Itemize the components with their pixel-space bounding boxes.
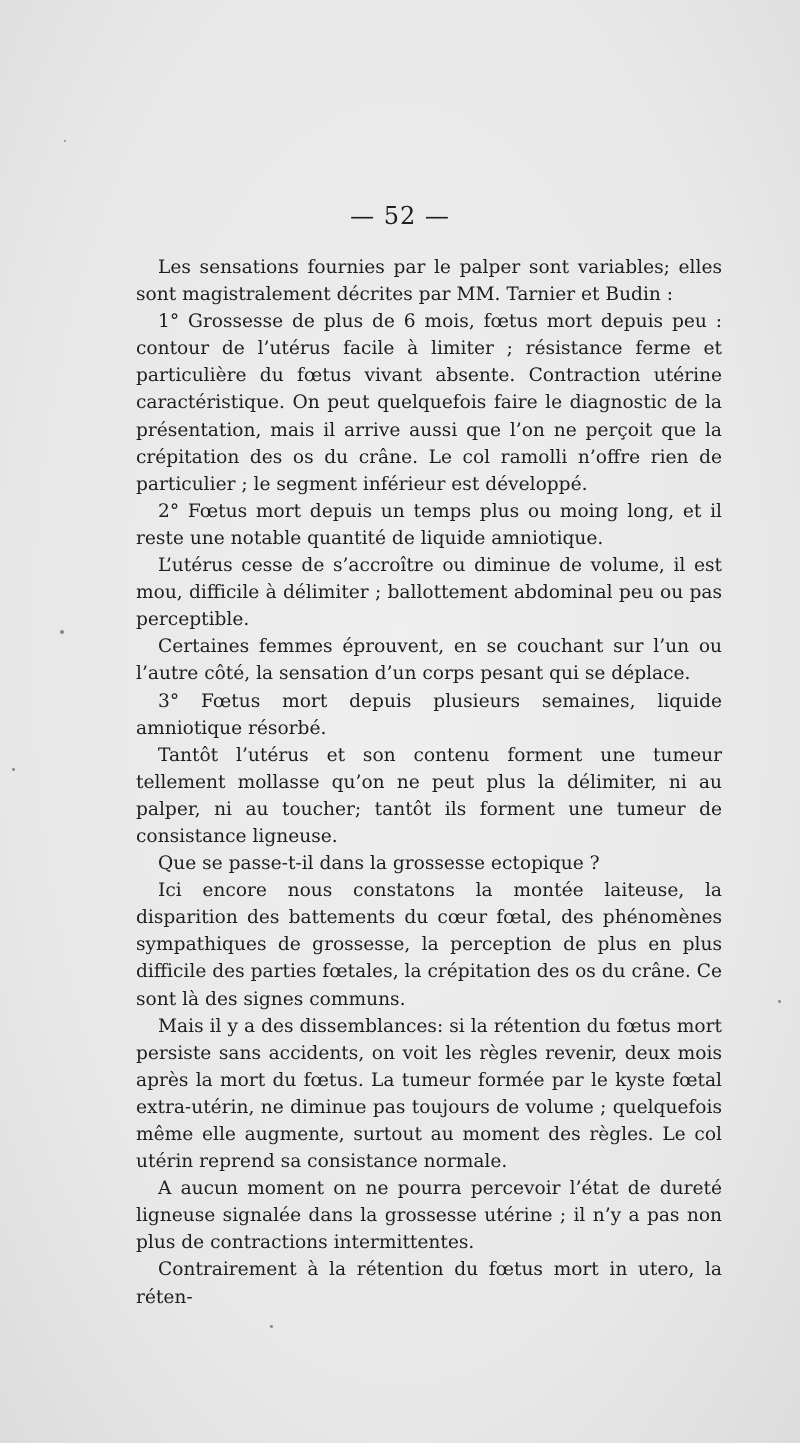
paper-speck xyxy=(60,630,64,634)
paragraph: 2° Fœtus mort depuis un temps plus ou moing long, et il reste une notable quantité de liquide amniotique. xyxy=(136,500,722,549)
paragraph: Les sensations fournies par le palper sont variables; elles sont magistralement décrites par MM. Tarnier et Budin : xyxy=(136,257,722,306)
paragraph: L’utérus cesse de s’accroître ou diminue de volume, il est mou, difficile à délimiter ; ballottement abdominal peu ou pas perceptible. xyxy=(136,555,722,631)
paragraph: Certaines femmes éprouvent, en se couchant sur l’un ou l’autre côté, la sensation d’un corps pesant qui se déplace. xyxy=(136,636,722,685)
paragraph: Ici encore nous constatons la montée laiteuse, la disparition des battements du cœur fœtal, des phénomènes sympathiques de grossesse, la perception de plus en plus difficile des parties fœtales, la crépitation des os du crâne. Ce sont là des signes communs. xyxy=(136,880,722,1010)
paragraph: 3° Fœtus mort depuis plusieurs semaines, liquide amniotique résorbé. xyxy=(136,690,722,739)
paragraph: Mais il y a des dissemblances: si la rétention du fœtus mort persiste sans accidents, on voit les règles revenir, deux mois après la mort du fœtus. La tumeur formée par le kyste fœtal extra-utérin, ne diminue pas toujours de volume ; quelquefois même elle augmente, surtout au moment des règles. Le col utérin reprend sa consistance normale. xyxy=(136,1015,722,1173)
paper-speck xyxy=(64,140,66,142)
paragraph: 1° Grossesse de plus de 6 mois, fœtus mort depuis peu : contour de l’utérus facile à limiter ; résistance ferme et particulière du fœtus vivant absente. Contraction utérine caractéristique. On peut quelquefois faire le diagnostic de la présentation, mais il arrive aussi que l’on ne perçoit que la crépitation des os du crâne. Le col ramolli n’offre rien de particulier ; le segment inférieur est développé. xyxy=(136,311,722,495)
paper-speck xyxy=(778,1000,781,1003)
body-text xyxy=(136,254,722,1311)
page-number: — 52 — xyxy=(350,202,450,230)
paragraph: Que se passe-t-il dans la grossesse ectopique ? xyxy=(158,853,600,875)
paragraph: Contrairement à la rétention du fœtus mort in utero, la réten- xyxy=(136,1259,722,1308)
paragraph: Tantôt l’utérus et son contenu forment une tumeur tellement mollasse qu’on ne peut plus la délimiter, ni au palper, ni au toucher; tantôt ils forment une tumeur de consistance ligneuse. xyxy=(136,744,722,847)
paragraph: A aucun moment on ne pourra percevoir l’état de dureté ligneuse signalée dans la grossesse utérine ; il n’y a pas non plus de contractions intermittentes. xyxy=(136,1178,722,1254)
paper-speck xyxy=(12,768,15,771)
paper-speck xyxy=(270,1325,273,1328)
